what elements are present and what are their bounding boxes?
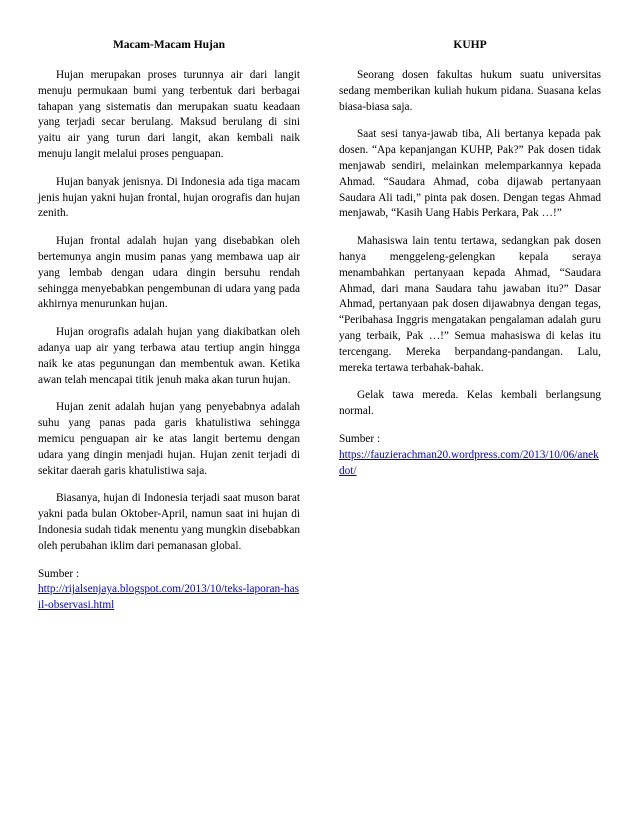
right-source-label: Sumber : [339,432,381,445]
left-source-link[interactable]: http://rijalsenjaya.blogspot.com/2013/10/teks-laporan-hasil-observasi.html [38,583,300,612]
left-source-label: Sumber : [38,567,80,580]
right-source-link[interactable]: https://fauzierachman20.wordpress.com/2013/10/06/anekdot/ [339,448,599,477]
left-column [38,38,300,614]
right-paragraph-1: Seorang dosen fakultas hukum suatu universitas sedang memberikan kuliah hukum pidana. Suasana kelas biasa-biasa saja. [339,69,601,113]
right-paragraph-4: Gelak tawa mereda. Kelas kembali berlangsung normal. [339,389,601,418]
right-column-title: KUHP [453,39,487,51]
left-column-title: Macam-Macam Hujan [112,39,226,51]
left-paragraph-2: Hujan banyak jenisnya. Di Indonesia ada tiga macam jenis hujan yakni hujan frontal, hujan orografis dan hujan zenith. [38,175,300,220]
right-column [339,38,601,479]
left-paragraph-1: Hujan merupakan proses turunnya air dari langit menuju permukaan bumi yang terbentuk dari berbagai tahapan yang sistematis dan merupakan suatu keadaan yang terjadi secar berulang. Maksud berulang di sini yaitu air yang turun dari langit, akan kembali naik menuju langit melalui proses penguapan. [38,69,300,160]
left-paragraph-5: Hujan zenit adalah hujan yang penyebabnya adalah suhu yang panas pada garis khatulistiwa sehingga memicu penguapan air ke atas langit bertemu dengan udara yang dingin menjadi hujan. Hujan zenit terjadi di sekitar daerah garis khatulistiwa saja. [38,401,300,477]
left-paragraph-3: Hujan frontal adalah hujan yang disebabkan oleh bertemunya angin musim panas yang membawa uap air yang lembab dengan udara dingin bersuhu rendah sehingga menyebabkan pengembunan di udara yang pada akhirnya menurunkan hujan. [38,235,300,311]
right-paragraph-3: Mahasiswa lain tentu tertawa, sedangkan pak dosen hanya menggeleng-gelengkan kepala seraya menambahkan pertanyaan kepada Ahmad, “Saudara Ahmad, dari mana Saudara tahu jawaban itu?” Dasar Ahmad, pertanyaan pak dosen dijawabnya dengan tegas, “Peribahasa Inggris mengatakan pengalaman adalah guru yang terbaik, Pak …!” Semua mahasiswa di kelas itu tercengang. Mereka berpandang-pandangan. Lalu, mereka tertawa terbahak-bahak. [339,235,601,374]
left-paragraph-6: Biasanya, hujan di Indonesia terjadi saat muson barat yakni pada bulan Oktober-April, namun saat ini hujan di Indonesia sudah tidak menentu yang mungkin disebabkan oleh perubahan iklim dari pemanasan global. [38,492,300,552]
right-paragraph-2: Saat sesi tanya-jawab tiba, Ali bertanya kepada pak dosen. “Apa kepanjangan KUHP, Pak?” Pak dosen tidak menjawab sendiri, melainkan melemparkannya kepada Ahmad. “Saudara Ahmad, coba dijawab pertanyaan Saudara Ali tadi,” pinta pak dosen. Dengan tegas Ahmad menjawab, “Kasih Uang Habis Perkara, Pak …!” [339,128,601,220]
left-paragraph-4: Hujan orografis adalah hujan yang diakibatkan oleh adanya uap air yang terbawa atau tertiup angin hingga naik ke atas pegunungan dan membentuk awan. Ketika awan telah mencapai titik jenuh maka akan turun hujan. [38,326,300,386]
